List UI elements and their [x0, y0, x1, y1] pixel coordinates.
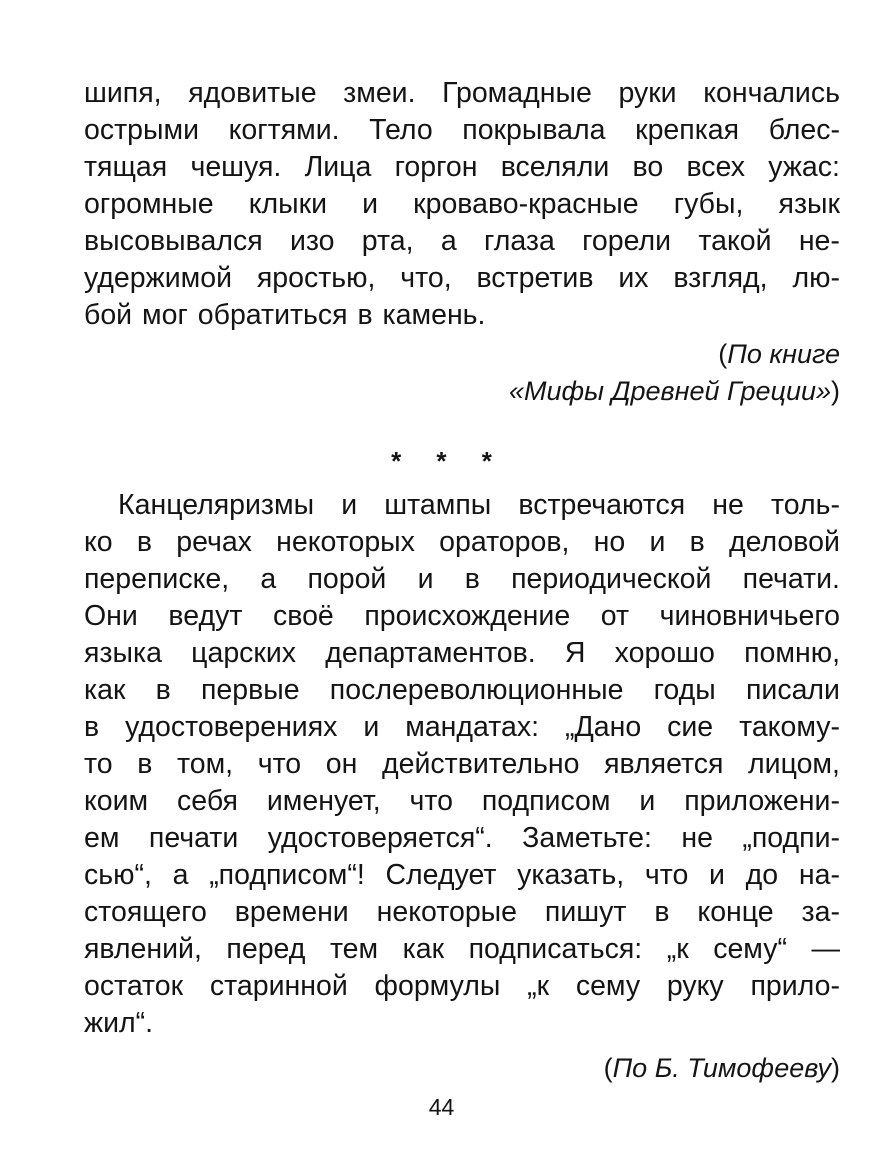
word: тящая: [84, 151, 168, 183]
text-line: [84, 524, 840, 561]
word: в: [84, 711, 100, 743]
text-line: [84, 783, 840, 820]
text-line: [84, 487, 840, 524]
word: губы,: [673, 188, 744, 220]
word: от: [600, 600, 630, 632]
word: не-: [798, 225, 840, 257]
word: и: [363, 711, 380, 743]
word: Громадные: [442, 77, 592, 109]
word: сему: [575, 970, 641, 1002]
word: в: [654, 896, 670, 928]
word: высовывался: [84, 225, 263, 257]
word: коим: [84, 785, 149, 817]
line-text: жил“.: [84, 1007, 154, 1039]
paragraph-kantselyarizmy: [84, 487, 840, 1087]
word: крепкая: [635, 114, 740, 146]
word: департаментов.: [325, 637, 536, 669]
word: в: [464, 563, 480, 595]
text-line: [84, 968, 840, 1005]
word: подписом: [481, 785, 611, 817]
word: а: [440, 225, 457, 257]
text-line: [84, 112, 840, 149]
word: Я: [564, 637, 586, 669]
word: царских: [191, 637, 297, 669]
word: периодической: [511, 563, 712, 595]
word: и: [341, 489, 358, 521]
word: клыки: [248, 188, 328, 220]
word: встречаются: [518, 489, 686, 521]
word: как: [402, 933, 445, 965]
word: такому-: [739, 711, 840, 743]
text-line: [84, 223, 840, 260]
word: за-: [801, 896, 840, 928]
word: чешуя.: [190, 151, 282, 183]
word: ораторов,: [439, 526, 570, 558]
word: лицом,: [748, 748, 840, 780]
text-line: [84, 297, 840, 334]
word: старинной: [209, 970, 348, 1002]
word: Следует: [385, 859, 497, 891]
word: в: [137, 748, 153, 780]
line-text: бой мог обратиться в камень.: [84, 299, 486, 331]
word: а: [172, 859, 189, 891]
word: мандатах:: [405, 711, 540, 743]
citation-paren: ): [831, 1053, 840, 1083]
word: изо: [289, 225, 335, 257]
word: некоторые: [376, 896, 518, 928]
word: во: [632, 151, 664, 183]
word: язык: [778, 188, 840, 220]
word: не: [712, 489, 744, 521]
word: кончались: [703, 77, 840, 109]
word: подписаться:: [468, 933, 643, 965]
citation-text: По Б. Тимофееву: [612, 1053, 831, 1083]
word: хорошо: [614, 637, 715, 669]
word: рта,: [361, 225, 414, 257]
word: сью“,: [84, 859, 152, 891]
word: что,: [400, 262, 452, 294]
word: шипя,: [84, 77, 162, 109]
word: и: [649, 526, 666, 558]
word: речах: [176, 526, 252, 558]
word: в: [689, 526, 705, 558]
word: глаза: [483, 225, 555, 257]
text-line: [84, 820, 840, 857]
citation-text: По книге: [727, 339, 840, 369]
word: печати.: [742, 563, 840, 595]
word: —: [811, 933, 840, 965]
word: удостоверяется“.: [267, 822, 493, 854]
word: их: [618, 262, 649, 294]
word: себя: [177, 785, 238, 817]
word: является: [604, 748, 724, 780]
word: порой: [307, 563, 387, 595]
word: Канцеляризмы: [118, 489, 315, 521]
word: сему“: [713, 933, 787, 965]
word: до: [745, 859, 779, 891]
word: что: [644, 859, 689, 891]
word: годы: [653, 674, 716, 706]
word: что: [257, 748, 302, 780]
word: действительно: [382, 748, 580, 780]
text-line: [84, 186, 840, 223]
citation-source-line-1: [84, 336, 840, 373]
text-line: [84, 561, 840, 598]
word: прило-: [750, 970, 840, 1002]
text-line: [84, 598, 840, 635]
word: удержимой: [84, 262, 232, 294]
word: такой: [698, 225, 772, 257]
text-line: [84, 149, 840, 186]
word: чиновничьего: [659, 600, 840, 632]
word: руку: [666, 970, 724, 1002]
word: приложени-: [684, 785, 840, 817]
word: некоторых: [276, 526, 415, 558]
word: сие: [667, 711, 714, 743]
word: Они: [84, 600, 138, 632]
word: „подписом“!: [209, 859, 365, 891]
word: блес-: [768, 114, 840, 146]
text-line: [84, 709, 840, 746]
word: он: [325, 748, 358, 780]
word: ужас:: [768, 151, 840, 183]
word: том,: [176, 748, 234, 780]
word: „подпи-: [742, 822, 840, 854]
text-line: [84, 857, 840, 894]
word: ко: [84, 526, 113, 558]
word: послереволюционные: [329, 674, 624, 706]
word: встретив: [476, 262, 594, 294]
word: горели: [582, 225, 672, 257]
word: „Дано: [564, 711, 642, 743]
word: Тело: [369, 114, 433, 146]
word: ем: [84, 822, 120, 854]
word: ядовитые: [188, 77, 317, 109]
word: помню,: [744, 637, 840, 669]
word: писали: [745, 674, 840, 706]
word: происхождение: [364, 600, 571, 632]
word: огромные: [84, 188, 214, 220]
word: „к: [666, 933, 689, 965]
word: времени: [234, 896, 349, 928]
word: в: [136, 526, 152, 558]
word: Лица: [304, 151, 372, 183]
word: и: [362, 188, 379, 220]
text-line: [84, 635, 840, 672]
word: тем: [329, 933, 379, 965]
text-line: [84, 260, 840, 297]
word: „к: [527, 970, 550, 1002]
text-line: [84, 894, 840, 931]
word: и: [417, 563, 434, 595]
word: удостоверениях: [125, 711, 338, 743]
word: всех: [686, 151, 745, 183]
word: горгон: [394, 151, 478, 183]
word: на-: [798, 859, 840, 891]
word: яростью,: [256, 262, 376, 294]
word: Заметьте:: [522, 822, 652, 854]
page-number: 44: [428, 1094, 455, 1120]
citation-paren: (: [603, 1053, 613, 1083]
word: острыми: [84, 114, 200, 146]
citation-source: [84, 1050, 840, 1087]
word: деловой: [728, 526, 840, 558]
word: языка: [84, 637, 162, 669]
word: что: [409, 785, 453, 817]
word: именует,: [266, 785, 381, 817]
text-line: [84, 746, 840, 783]
word: в: [155, 674, 171, 706]
citation-paren: (: [718, 339, 728, 369]
word: толь-: [771, 489, 840, 521]
text-line: [84, 75, 840, 112]
word: переписке,: [84, 563, 230, 595]
word: то: [84, 748, 113, 780]
text-line: [84, 672, 840, 709]
word: формулы: [374, 970, 501, 1002]
word: а: [260, 563, 277, 595]
word: змеи.: [343, 77, 416, 109]
word: штампы: [384, 489, 492, 521]
word: своё: [273, 600, 334, 632]
citation-paren: ): [831, 376, 840, 406]
word: как: [84, 674, 126, 706]
word: но: [593, 526, 626, 558]
word: и: [709, 859, 725, 891]
section-separator: * * *: [391, 446, 506, 476]
word: руки: [618, 77, 677, 109]
word: когтями.: [228, 114, 340, 146]
word: конце: [697, 896, 774, 928]
citation-text: «Мифы Древней Греции»: [509, 376, 831, 406]
word: остаток: [84, 970, 184, 1002]
word: указать,: [517, 859, 625, 891]
word: и: [639, 785, 656, 817]
word: вселяли: [500, 151, 610, 183]
word: пишут: [544, 896, 627, 928]
word: печати: [148, 822, 239, 854]
word: взгляд,: [673, 262, 768, 294]
word: покрывала: [462, 114, 606, 146]
word: явлений,: [84, 933, 202, 965]
paragraph-gorgons: [84, 75, 840, 410]
word: перед: [226, 933, 306, 965]
text-line: [84, 931, 840, 968]
text-line: [84, 1005, 840, 1042]
word: ведут: [168, 600, 243, 632]
word: первые: [200, 674, 300, 706]
citation-source-line-2: [84, 373, 840, 410]
word: не: [681, 822, 713, 854]
word: стоящего: [84, 896, 207, 928]
word: кроваво-красные: [413, 188, 639, 220]
word: лю-: [792, 262, 840, 294]
